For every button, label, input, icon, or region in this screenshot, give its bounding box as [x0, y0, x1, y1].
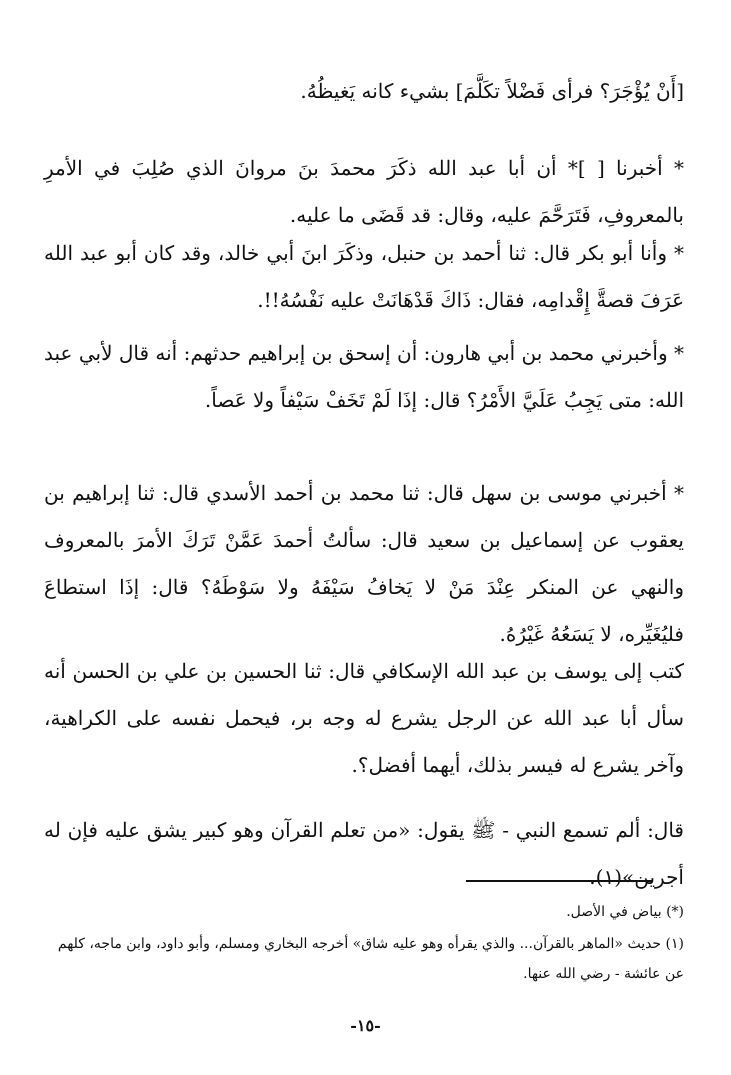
paragraph-4: * وأخبرني محمد بن أبي هارون: أن إسحق بن إبراهيم حدثهم: أنه قال لأبي عبد الله: متى يَجِبُ عَلَيَّ الأَمْرُ؟ قال: إذَا لَمْ تَخَفْ سَيْفاً ولا عَصاً.	[44, 341, 684, 412]
footnote-2: (١) حديث «الماهر بالقرآن... والذي يقرأه وهو عليه شاق» أخرجه البخاري ومسلم، وأبو داود، وابن ماجه، كلهم عن عائشة - رضي الله عنها.	[57, 936, 684, 982]
paragraph-2: * أخبرنا [ ]* أن أبا عبد الله ذكَرَ محمدَ بنَ مروانَ الذي صُلِبَ في الأمرِ بالمعروفِ، فَتَرَحَّمَ عليه، وقال: قد قَضَى ما عليه.	[44, 156, 684, 227]
paragraph-6: كتب إلى يوسف بن عبد الله الإسكافي قال: ثنا الحسين بن علي بن الحسن أنه سأل أبا عبد الله عن الرجل يشرع له وجه بر، فيحمل نفسه على الكراهية، وآخر يشرع له فيسر بذلك، أيهما أفضل؟.	[44, 659, 684, 777]
footnote-1: (*) بياض في الأصل.	[566, 904, 684, 920]
footnote-divider	[466, 880, 652, 882]
paragraph-7: قال: ألم تسمع النبي - ﷺ يقول: «من تعلم القرآن وهو كبير يشق عليه فإن له أجرين»(١).	[44, 818, 684, 889]
page-number: -١٥-	[350, 1016, 381, 1035]
paragraph-1: [أَنْ يُؤْجَرَ؟ فرأى فَضْلاً تكَلَّمَ] بشيء كانه يَغيظُهُ.	[300, 79, 684, 103]
paragraph-5: * أخبرني موسى بن سهل قال: ثنا محمد بن أحمد الأسدي قال: ثنا إبراهيم بن يعقوب عن إسماعيل بن سعيد قال: سألتُ أحمدَ عَمَّنْ تَرَكَ الأمرَ بالمعروف والنهي عن المنكر عِنْدَ مَنْ لا يَخافُ سَيْفَهُ ولا سَوْطَهُ؟ قال: إذَا استطاعَ فليُغَيِّره، لا يَسَعُهُ غَيْرُهُ.	[44, 481, 684, 646]
paragraph-3: * وأنا أبو بكر قال: ثنا أحمد بن حنبل، وذكَرَ ابنَ أبي خالد، وقد كان أبو عبد الله عَرَفَ قصةَّ إِقْدامِه، فقال: ذَاكَ قَدْهَانَتْ عليه نَفْسُهُ!!.	[44, 241, 684, 312]
